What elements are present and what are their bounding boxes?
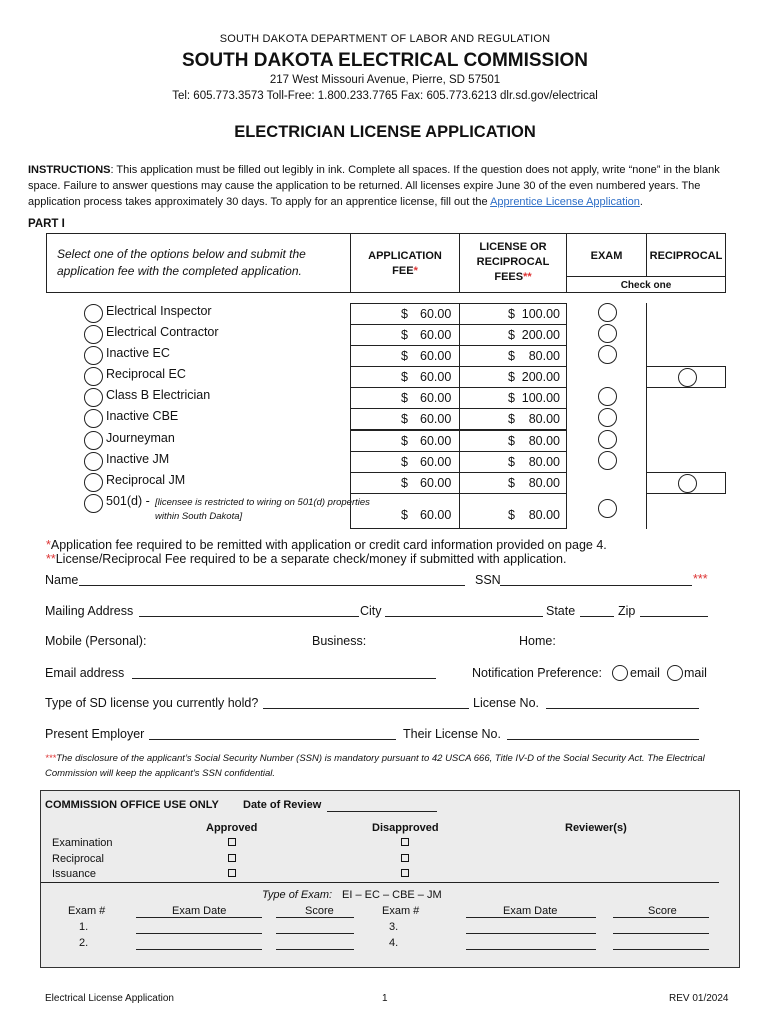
currency-symbol: $ <box>401 434 408 448</box>
exam-radio[interactable] <box>598 345 617 364</box>
commission-address: 217 West Missouri Avenue, Pierre, SD 57501 <box>269 74 501 86</box>
commission-contact: Tel: 605.773.3573 Toll-Free: 1.800.233.7765 Fax: 605.773.6213 dlr.sd.gov/electrical <box>172 90 598 102</box>
footnote-app-fee <box>46 538 607 552</box>
license-type-input[interactable] <box>263 708 469 709</box>
page-title: ELECTRICIAN LICENSE APPLICATION <box>234 123 536 141</box>
exam-cell <box>566 472 647 494</box>
currency-symbol: $ <box>401 391 408 405</box>
type-exam-values: EI – EC – CBE – JM <box>342 889 442 901</box>
home-label: Home: <box>519 634 556 648</box>
disapproved-issuance-checkbox[interactable] <box>401 869 409 877</box>
license-fee-cell <box>459 430 567 452</box>
footnote-app-fee-text: Application fee required to be remitted with application or credit card information provided on page 4. <box>50 538 607 552</box>
ssn-disclosure <box>45 751 725 781</box>
approved-examination-checkbox[interactable] <box>228 838 236 846</box>
currency-symbol: $ <box>508 434 515 448</box>
app-fee-cell <box>350 345 460 367</box>
license-option-label: Inactive EC <box>106 346 170 360</box>
exam-cell <box>566 408 647 430</box>
exam-no-left-header: Exam # <box>68 905 106 917</box>
currency-symbol: $ <box>508 349 515 363</box>
license-option-label: Class B Electrician <box>106 388 211 402</box>
exam-radio[interactable] <box>598 408 617 427</box>
license-fee-cell <box>459 472 567 494</box>
license-option-label: Inactive JM <box>106 452 170 466</box>
currency-symbol: $ <box>508 391 515 405</box>
notification-email-radio[interactable] <box>612 665 628 681</box>
exam-cell <box>566 345 647 367</box>
license-option-radio[interactable] <box>84 325 103 344</box>
license-option-radio[interactable] <box>84 452 103 471</box>
license-fee-header-line3: FEES <box>494 271 524 283</box>
score-4-input[interactable] <box>613 949 709 950</box>
app-fee-cell <box>350 408 460 430</box>
state-label: State <box>546 604 576 618</box>
currency-symbol: $ <box>508 307 515 321</box>
license-fee-value: 80.00 <box>528 434 560 448</box>
license-option-radio[interactable] <box>84 304 103 323</box>
exam-cell <box>566 387 647 409</box>
currency-symbol: $ <box>508 370 515 384</box>
currency-symbol: $ <box>508 412 515 426</box>
apprentice-application-link[interactable]: Apprentice License Application <box>490 196 640 208</box>
date-review-input[interactable] <box>327 811 437 812</box>
reciprocal-cell <box>646 366 726 388</box>
footnote-license-fee <box>46 552 566 566</box>
license-option-radio[interactable] <box>84 494 103 513</box>
email-input[interactable] <box>132 678 436 679</box>
business-label: Business: <box>312 634 367 648</box>
license-fee-value: 80.00 <box>528 476 560 490</box>
instructions-end: . <box>639 196 643 208</box>
license-fee-value: 80.00 <box>528 455 560 469</box>
exam-date-4-input[interactable] <box>466 949 596 950</box>
reciprocal-header <box>646 233 726 277</box>
app-fee-cell <box>350 324 460 346</box>
exam-cell <box>566 451 647 473</box>
license-option-label: Inactive CBE <box>106 409 179 423</box>
exam-radio[interactable] <box>598 451 617 470</box>
app-fee-cell <box>350 472 460 494</box>
app-fee-value: 60.00 <box>420 307 452 321</box>
exam-header-text: EXAM <box>590 250 623 262</box>
select-instruction-box <box>46 233 351 293</box>
reciprocal-header-text: RECIPROCAL <box>649 250 723 262</box>
disapproved-header: Disapproved <box>372 822 439 834</box>
app-fee-value: 60.00 <box>420 412 452 426</box>
license-option-note: [licensee is restricted to wiring on 501(d) properties within South Dakota] <box>155 497 370 522</box>
app-fee-header <box>350 233 460 293</box>
disapproved-reciprocal-checkbox[interactable] <box>401 854 409 862</box>
app-fee-value: 60.00 <box>420 508 452 522</box>
license-fee-cell <box>459 493 567 529</box>
exam-radio[interactable] <box>598 387 617 406</box>
license-option-radio[interactable] <box>84 367 103 386</box>
exam-date-left-header: Exam Date <box>172 905 227 917</box>
mobile-label: Mobile (Personal): <box>45 634 147 648</box>
zip-input[interactable] <box>640 616 708 617</box>
exam-header <box>566 233 647 277</box>
app-fee-value: 60.00 <box>420 434 452 448</box>
currency-symbol: $ <box>401 370 408 384</box>
exam-radio[interactable] <box>598 303 617 322</box>
notification-mail-label: mail <box>684 666 707 680</box>
score-left-header: Score <box>305 905 334 917</box>
part-heading: PART I <box>28 218 65 230</box>
currency-symbol: $ <box>401 328 408 342</box>
ssn-disclosure-mark: *** <box>45 753 57 764</box>
instructions-label: INSTRUCTIONS <box>28 164 111 176</box>
employer-label: Present Employer <box>45 727 145 741</box>
license-no-input[interactable] <box>546 708 699 709</box>
exam-radio[interactable] <box>598 324 617 343</box>
license-fee-value: 200.00 <box>521 370 560 384</box>
license-fee-cell <box>459 387 567 409</box>
license-option-label: Electrical Inspector <box>106 304 212 318</box>
footnote-license-fee-text: License/Reciprocal Fee required to be a separate check/money if submitted with application. <box>55 552 567 566</box>
license-fee-value: 200.00 <box>521 328 560 342</box>
city-label: City <box>360 604 382 618</box>
currency-symbol: $ <box>401 508 408 522</box>
office-row-reciprocal: Reciprocal <box>52 853 104 865</box>
exam-num-4: 4. <box>389 937 399 949</box>
license-fee-cell <box>459 451 567 473</box>
notification-email-label: email <box>630 666 660 680</box>
score-2-input[interactable] <box>276 949 354 950</box>
notification-mail-radio[interactable] <box>667 665 683 681</box>
license-fee-mark: ** <box>523 271 532 283</box>
app-fee-value: 60.00 <box>420 476 452 490</box>
app-fee-cell <box>350 387 460 409</box>
license-fee-header <box>459 233 567 293</box>
exam-date-right-rule <box>466 917 596 918</box>
app-fee-header-line2: FEE <box>392 265 414 277</box>
exam-num-2: 2. <box>79 937 89 949</box>
exam-cell <box>566 366 647 388</box>
email-label: Email address <box>45 666 125 680</box>
ssn-label: SSN <box>475 573 501 587</box>
currency-symbol: $ <box>401 476 408 490</box>
employer-input[interactable] <box>149 739 396 740</box>
their-license-input[interactable] <box>507 739 699 740</box>
license-fee-value: 100.00 <box>521 391 560 405</box>
app-fee-cell <box>350 430 460 452</box>
city-input[interactable] <box>385 616 543 617</box>
exam-num-1: 1. <box>79 921 89 933</box>
select-instruction-text: Select one of the options below and submit the application fee with the completed application. <box>57 247 306 278</box>
license-fee-cell <box>459 324 567 346</box>
mailing-address-input[interactable] <box>139 616 359 617</box>
footer-revision: REV 01/2024 <box>669 993 729 1004</box>
license-fee-header-line2: RECIPROCAL <box>476 256 550 268</box>
footnote-license-fee-mark: ** <box>46 552 56 566</box>
check-one-text: Check one <box>620 280 672 291</box>
notification-label: Notification Preference: <box>472 666 602 680</box>
zip-label: Zip <box>618 604 636 618</box>
license-option-label: 501(d) - <box>106 494 150 508</box>
app-fee-mark: * <box>413 265 418 277</box>
app-fee-value: 60.00 <box>420 349 452 363</box>
exam-cell <box>566 493 647 529</box>
license-option-label: Electrical Contractor <box>106 325 219 339</box>
app-fee-header-line1: APPLICATION <box>368 250 442 262</box>
license-fee-value: 80.00 <box>528 349 560 363</box>
score-3-input[interactable] <box>613 933 709 934</box>
currency-symbol: $ <box>508 508 515 522</box>
exam-date-left-rule <box>136 917 262 918</box>
currency-symbol: $ <box>401 349 408 363</box>
reciprocal-cell <box>646 472 726 494</box>
license-fee-value: 100.00 <box>521 307 560 321</box>
ssn-mark: *** <box>693 572 708 586</box>
office-divider <box>41 882 719 883</box>
name-input[interactable] <box>79 585 465 586</box>
disapproved-examination-checkbox[interactable] <box>401 838 409 846</box>
app-fee-value: 60.00 <box>420 455 452 469</box>
name-label: Name <box>45 573 79 587</box>
approved-header: Approved <box>206 822 258 834</box>
score-left-rule <box>276 917 354 918</box>
mailing-address-label: Mailing Address <box>45 604 134 618</box>
license-option-label: Reciprocal JM <box>106 473 186 487</box>
their-license-label: Their License No. <box>403 727 501 741</box>
currency-symbol: $ <box>401 307 408 321</box>
footnote-app-fee-mark: * <box>46 538 51 552</box>
license-fee-cell <box>459 366 567 388</box>
state-input[interactable] <box>580 616 614 617</box>
department-name: SOUTH DAKOTA DEPARTMENT OF LABOR AND REGULATION <box>219 33 551 45</box>
license-fee-cell <box>459 303 567 325</box>
license-option-radio[interactable] <box>84 473 103 492</box>
reviewers-header: Reviewer(s) <box>565 822 627 834</box>
exam-date-1-input[interactable] <box>136 933 262 934</box>
office-use-box <box>40 790 740 968</box>
commission-name: SOUTH DAKOTA ELECTRICAL COMMISSION <box>181 50 589 71</box>
reciprocal-radio[interactable] <box>678 368 697 387</box>
license-no-label: License No. <box>473 696 540 710</box>
exam-no-right-header: Exam # <box>382 905 420 917</box>
app-fee-cell <box>350 366 460 388</box>
exam-cell <box>566 303 647 325</box>
license-option-radio[interactable] <box>84 346 103 365</box>
currency-symbol: $ <box>401 412 408 426</box>
ssn-disclosure-text: The disclosure of the applicant’s Social Security Number (SSN) is mandatory pursuant to 42 USCA 666, Title IV-D of the Social Security Act. The Electrical Commission will keep the applicant’s SSN confidential. <box>45 753 705 779</box>
license-option-radio[interactable] <box>84 409 103 428</box>
exam-date-2-input[interactable] <box>136 949 262 950</box>
license-fee-value: 80.00 <box>528 412 560 426</box>
score-1-input[interactable] <box>276 933 354 934</box>
score-right-rule <box>613 917 709 918</box>
approved-reciprocal-checkbox[interactable] <box>228 854 236 862</box>
license-fee-value: 80.00 <box>528 508 560 522</box>
license-option-radio[interactable] <box>84 431 103 450</box>
license-type-label: Type of SD license you currently hold? <box>45 696 259 710</box>
license-option-radio[interactable] <box>84 388 103 407</box>
date-review-label: Date of Review <box>243 799 322 811</box>
currency-symbol: $ <box>401 455 408 469</box>
exam-cell <box>566 324 647 346</box>
license-fee-cell <box>459 408 567 430</box>
footer-page-number: 1 <box>382 993 388 1004</box>
office-use-title: COMMISSION OFFICE USE ONLY <box>45 799 219 811</box>
office-row-issuance: Issuance <box>52 868 97 880</box>
app-fee-cell <box>350 303 460 325</box>
exam-radio[interactable] <box>598 430 617 449</box>
exam-radio[interactable] <box>598 499 617 518</box>
score-right-header: Score <box>648 905 677 917</box>
approved-issuance-checkbox[interactable] <box>228 869 236 877</box>
app-fee-value: 60.00 <box>420 370 452 384</box>
app-fee-cell <box>350 493 460 529</box>
footer-doc-title: Electrical License Application <box>45 993 174 1004</box>
exam-date-right-header: Exam Date <box>503 905 558 917</box>
instructions <box>28 162 743 210</box>
currency-symbol: $ <box>508 328 515 342</box>
app-fee-cell <box>350 451 460 473</box>
exam-num-3: 3. <box>389 921 399 933</box>
app-fee-value: 60.00 <box>420 391 452 405</box>
app-fee-value: 60.00 <box>420 328 452 342</box>
ssn-input[interactable] <box>500 585 692 586</box>
license-fee-cell <box>459 345 567 367</box>
exam-cell <box>566 430 647 452</box>
currency-symbol: $ <box>508 476 515 490</box>
license-option-label: Journeyman <box>106 431 175 445</box>
reciprocal-radio[interactable] <box>678 474 697 493</box>
office-row-examination: Examination <box>52 837 113 849</box>
instructions-text: : This application must be filled out legibly in ink. Complete all spaces. If the question does not apply, write “none” in the blank space. Failure to answer questions may cause the application to be returned. All licenses expire June 30 of the even numbered years. The application process takes approximately 30 days. To apply for an apprentice license, fill out the <box>28 164 720 208</box>
currency-symbol: $ <box>508 455 515 469</box>
exam-date-3-input[interactable] <box>466 933 596 934</box>
license-option-label: Reciprocal EC <box>106 367 186 381</box>
check-one-box <box>566 276 726 293</box>
type-exam-label: Type of Exam: <box>262 889 333 901</box>
license-fee-header-line1: LICENSE OR <box>479 241 547 253</box>
